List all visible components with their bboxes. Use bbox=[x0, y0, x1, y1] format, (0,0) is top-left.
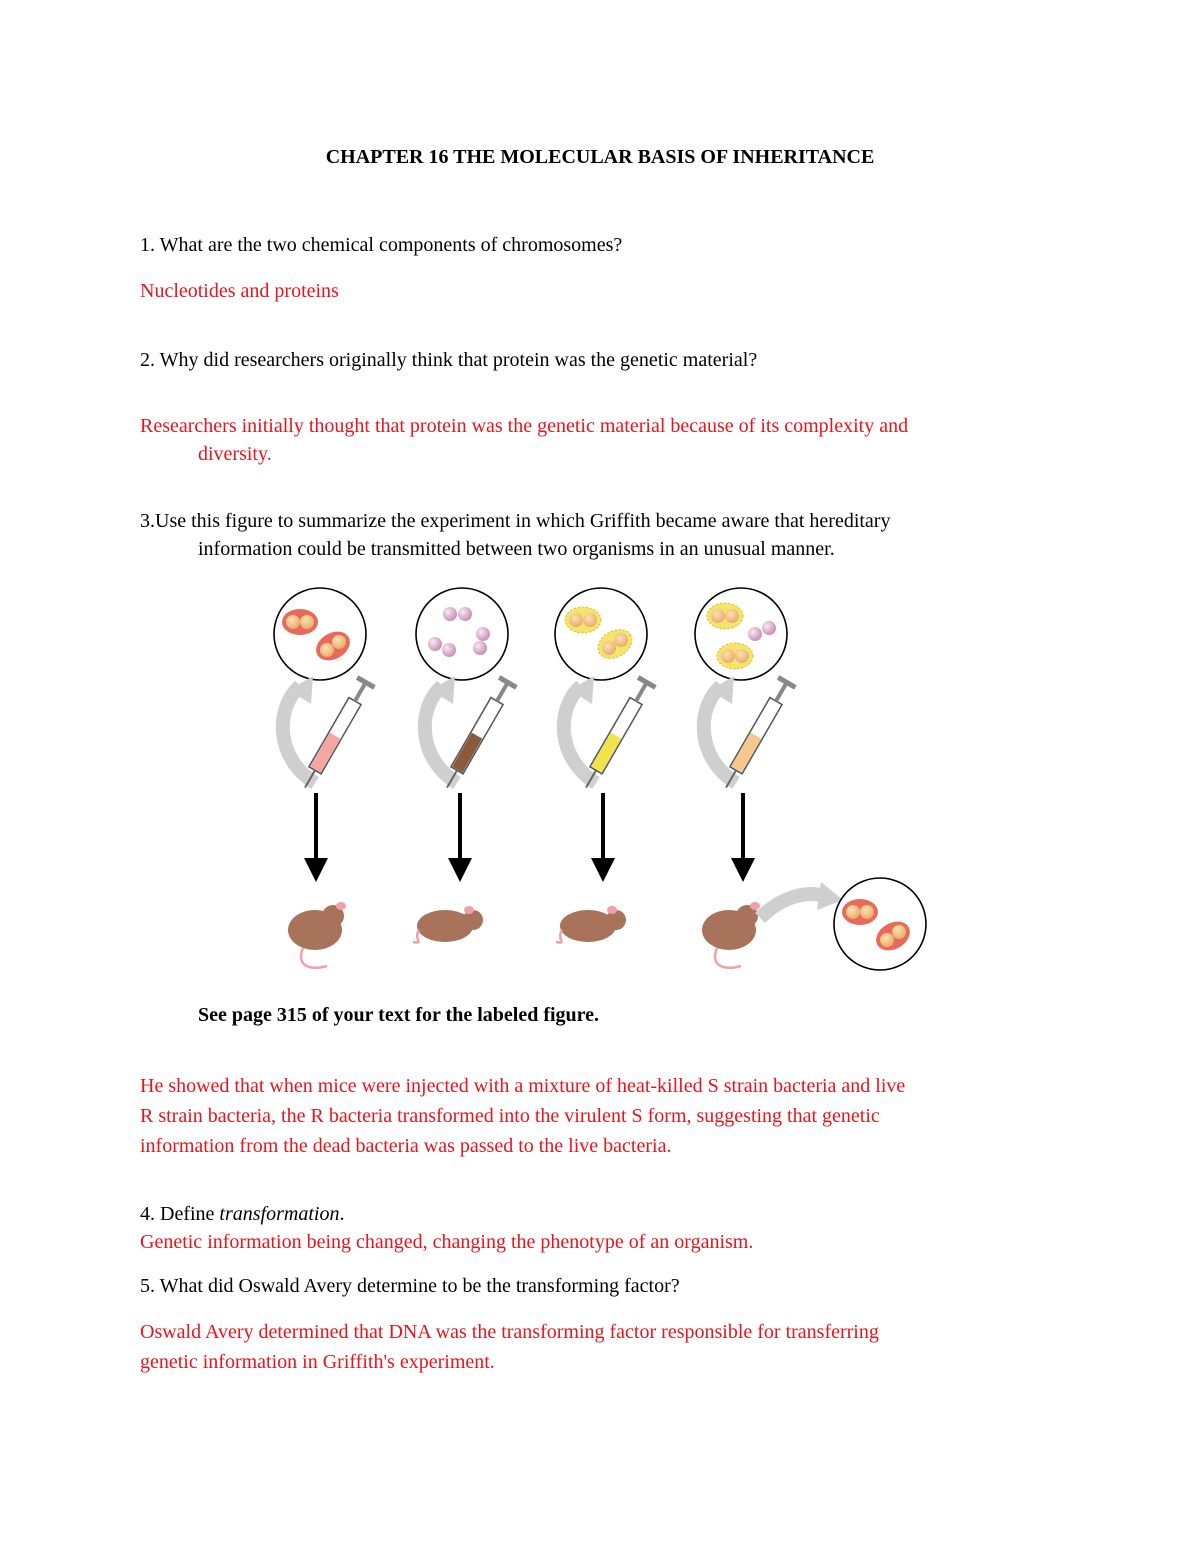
heat-killed-s-cell bbox=[707, 603, 743, 629]
answer-2-line-1: Researchers initially thought that protein was the genetic material because of its complexity and bbox=[140, 415, 909, 437]
answer-5-line-2: genetic information in Griffith's experiment. bbox=[140, 1351, 495, 1373]
question-3-line-1: 3.Use this figure to summarize the experiment in which Griffith became aware that hereditary bbox=[140, 510, 891, 532]
column-1-live-s-strain bbox=[274, 588, 376, 968]
r-strain-cell bbox=[443, 607, 457, 621]
column-2-live-r-strain bbox=[413, 588, 518, 943]
answer-3-line-2: R strain bacteria, the R bacteria transformed into the virulent S form, suggesting that genetic bbox=[140, 1105, 880, 1127]
mouse-alive-2 bbox=[413, 906, 483, 943]
heat-killed-s-cell bbox=[717, 643, 753, 669]
petri-dish-2 bbox=[416, 588, 508, 680]
answer-3-line-3: information from the dead bacteria was passed to the live bacteria. bbox=[140, 1135, 672, 1157]
question-4-term: transformation bbox=[219, 1203, 340, 1225]
s-strain-cell bbox=[282, 609, 318, 635]
question-5: 5. What did Oswald Avery determine to be the transforming factor? bbox=[140, 1275, 680, 1297]
mouse-dead-1 bbox=[288, 902, 346, 968]
question-4-suffix: . bbox=[339, 1203, 345, 1225]
figure-note: See page 315 of your text for the labeled figure. bbox=[198, 1004, 600, 1026]
r-strain-cell bbox=[442, 643, 456, 657]
r-strain-cell bbox=[748, 627, 762, 641]
curved-arrow-result bbox=[760, 894, 825, 918]
column-4-mixture bbox=[695, 588, 926, 970]
r-strain-cell bbox=[762, 621, 776, 635]
answer-5-line-1: Oswald Avery determined that DNA was the transforming factor responsible for transferring bbox=[140, 1321, 879, 1343]
question-4-prefix: 4. Define bbox=[140, 1203, 220, 1225]
heat-killed-s-cell bbox=[565, 607, 601, 633]
column-3-heat-killed-s-strain bbox=[555, 588, 657, 943]
answer-1: Nucleotides and proteins bbox=[140, 280, 339, 302]
r-strain-cell bbox=[458, 607, 472, 621]
petri-dish-1 bbox=[274, 588, 366, 680]
mouse-dead-4 bbox=[702, 902, 760, 968]
mouse-alive-3 bbox=[556, 906, 626, 943]
question-1: 1. What are the two chemical components of chromosomes? bbox=[140, 234, 623, 256]
r-strain-cell bbox=[428, 637, 442, 651]
griffith-experiment-figure bbox=[255, 578, 945, 978]
s-strain-cell bbox=[842, 899, 878, 925]
answer-2-line-2: diversity. bbox=[198, 443, 272, 465]
question-2: 2. Why did researchers originally think that protein was the genetic material? bbox=[140, 349, 758, 371]
question-4 bbox=[140, 1199, 344, 1229]
question-3-line-2: information could be transmitted between two organisms in an unusual manner. bbox=[198, 538, 835, 560]
r-strain-cell bbox=[473, 641, 487, 655]
answer-4: Genetic information being changed, changing the phenotype of an organism. bbox=[140, 1231, 754, 1253]
page-title: CHAPTER 16 THE MOLECULAR BASIS OF INHERITANCE bbox=[325, 146, 875, 168]
petri-dish-result bbox=[834, 878, 926, 970]
petri-dish-3 bbox=[555, 588, 647, 680]
answer-3-line-1: He showed that when mice were injected with a mixture of heat-killed S strain bacteria and live bbox=[140, 1075, 906, 1097]
r-strain-cell bbox=[476, 627, 490, 641]
